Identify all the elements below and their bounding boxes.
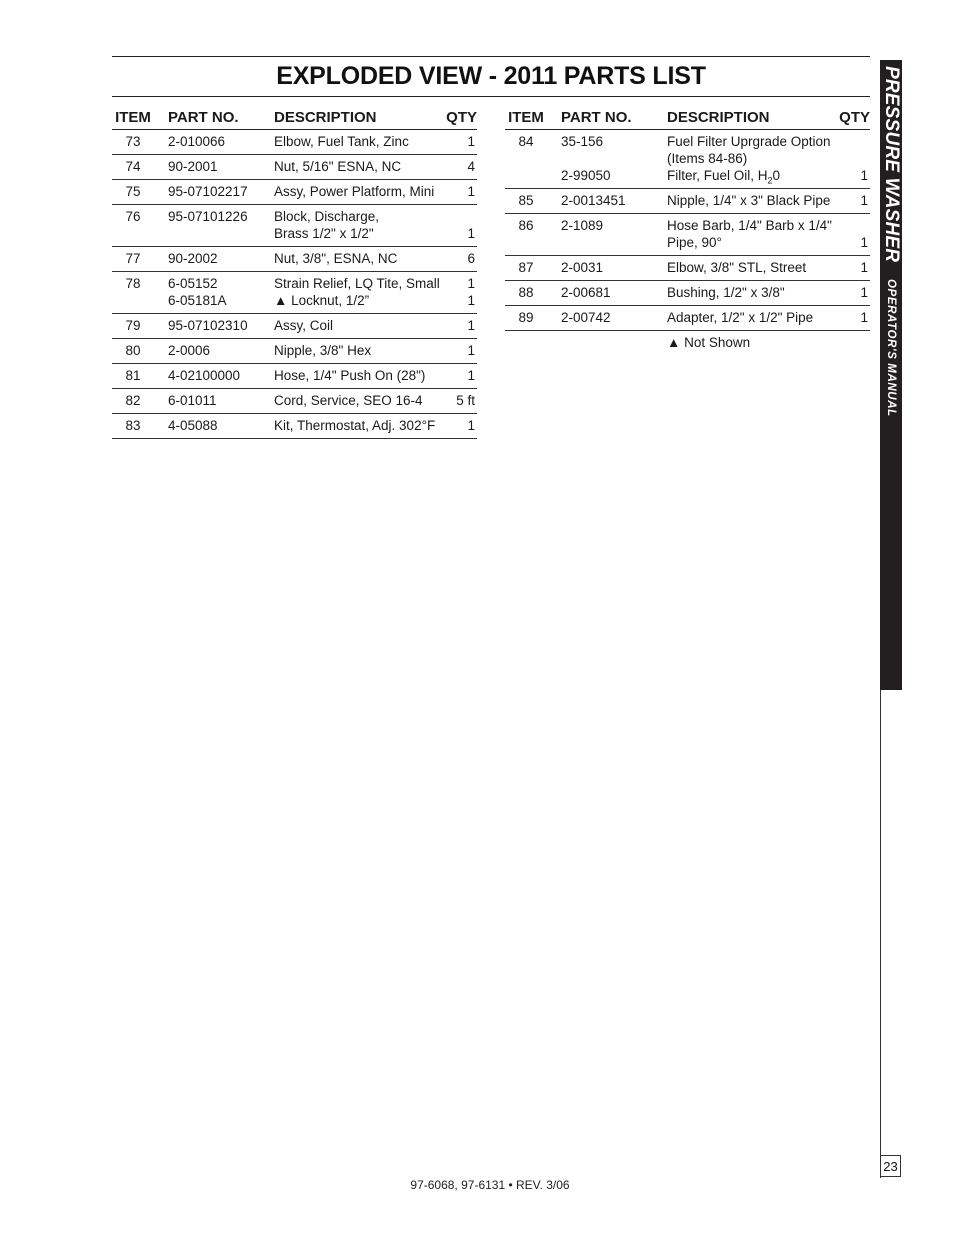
- part-number-line: [561, 234, 653, 251]
- description-text: ▲ Locknut, 1/2”: [274, 293, 370, 308]
- item-number: 82: [112, 389, 154, 414]
- part-number-line: 4-02100000: [168, 368, 241, 383]
- table-row: [505, 281, 870, 306]
- description-text: Kit, Thermostat, Adj. 302°F: [274, 418, 436, 433]
- part-number: [154, 364, 260, 389]
- table-header-row: [112, 108, 477, 130]
- part-number-line: [561, 150, 653, 167]
- part-number: [154, 205, 260, 247]
- item-number: 79: [112, 314, 154, 339]
- description-text: Elbow, 3/8" STL, Street: [667, 260, 807, 275]
- footer-doc-number: 97-6068, 97-6131 • REV. 3/06: [410, 1178, 570, 1192]
- quantity: [438, 339, 477, 364]
- quantity-line: 1: [467, 368, 475, 383]
- quantity-line: 4: [467, 159, 475, 174]
- part-number-line: 90-2002: [168, 251, 218, 266]
- col-header-description: DESCRIPTION: [653, 108, 831, 130]
- item-number: 87: [505, 256, 547, 281]
- quantity: [438, 130, 477, 155]
- description-line: [667, 167, 831, 184]
- table-row: [112, 130, 477, 155]
- part-number-line: 95-07101226: [168, 209, 248, 224]
- description-line: [274, 183, 438, 200]
- description-line: [274, 292, 438, 309]
- description-line: [274, 367, 438, 384]
- part-number: [547, 214, 653, 256]
- part-number: [154, 272, 260, 314]
- quantity: [438, 314, 477, 339]
- table-row: [112, 414, 477, 439]
- quantity: [831, 256, 870, 281]
- side-tab-subtitle: OPERATOR'S MANUAL: [885, 278, 897, 417]
- description-line: [667, 284, 831, 301]
- quantity: [831, 281, 870, 306]
- item-number: 75: [112, 180, 154, 205]
- quantity-line: 1: [467, 293, 475, 308]
- quantity-line: 1: [467, 418, 475, 433]
- item-number: 77: [112, 247, 154, 272]
- part-number-line: 2-99050: [561, 168, 611, 183]
- description-text: Pipe, 90°: [667, 235, 722, 250]
- item-number: 89: [505, 306, 547, 331]
- parts-table-left: [112, 108, 477, 439]
- description-line: [667, 192, 831, 209]
- description-text: Nut, 3/8", ESNA, NC: [274, 251, 398, 266]
- table-row: [112, 272, 477, 314]
- part-number-line: 2-0013451: [561, 193, 626, 208]
- quantity-line: 1: [860, 310, 868, 325]
- description-line: [274, 208, 438, 225]
- part-number-line: 6-01011: [168, 393, 217, 408]
- item-number: 83: [112, 414, 154, 439]
- item-number: 78: [112, 272, 154, 314]
- description-line: [274, 392, 438, 409]
- description-line: [274, 158, 438, 175]
- item-number: 84: [505, 130, 547, 189]
- table-row: [112, 247, 477, 272]
- description-text: Nipple, 1/4" x 3" Black Pipe: [667, 193, 831, 208]
- part-number: [154, 155, 260, 180]
- description-subscript: 2: [767, 175, 773, 186]
- part-number-line: 6-05152: [168, 276, 218, 291]
- item-number: 73: [112, 130, 154, 155]
- description-text: Bushing, 1/2" x 3/8": [667, 285, 785, 300]
- description-tail: 0: [772, 168, 781, 183]
- part-number-line: 2-0031: [561, 260, 604, 275]
- description-text: Cord, Service, SEO 16-4: [274, 393, 423, 408]
- description-line: [274, 133, 438, 150]
- table-row: [505, 306, 870, 331]
- description-line: [667, 259, 831, 276]
- description: [260, 389, 438, 414]
- col-header-part-no: PART NO.: [154, 108, 260, 130]
- description-text: Nut, 5/16" ESNA, NC: [274, 159, 402, 174]
- part-number: [154, 414, 260, 439]
- quantity-line: [831, 217, 868, 234]
- part-number: [154, 339, 260, 364]
- col-header-item: ITEM: [112, 108, 154, 130]
- description: [260, 180, 438, 205]
- table-header-row: [505, 108, 870, 130]
- quantity-line: 1: [467, 318, 475, 333]
- description-line: [667, 234, 831, 251]
- note-spacer: [505, 331, 547, 356]
- item-number: 80: [112, 339, 154, 364]
- note-row: [505, 331, 870, 356]
- quantity: [438, 180, 477, 205]
- table-row: [112, 339, 477, 364]
- quantity: [438, 389, 477, 414]
- description-text: (Items 84-86): [667, 151, 748, 166]
- description: [653, 189, 831, 214]
- description-text: Assy, Power Platform, Mini: [274, 184, 435, 199]
- quantity: [438, 155, 477, 180]
- col-header-item: ITEM: [505, 108, 547, 130]
- description: [260, 205, 438, 247]
- quantity-line: 6: [467, 251, 475, 266]
- top-rule: [112, 56, 870, 57]
- table-row: [112, 205, 477, 247]
- part-number: [547, 189, 653, 214]
- table-row: [505, 256, 870, 281]
- description: [260, 339, 438, 364]
- item-number: 76: [112, 205, 154, 247]
- description: [260, 247, 438, 272]
- description-line: [274, 342, 438, 359]
- description-line: [667, 133, 831, 150]
- part-number: [547, 256, 653, 281]
- description: [653, 130, 831, 189]
- quantity-line: 1: [860, 235, 868, 250]
- quantity-line: 1: [860, 260, 868, 275]
- part-number-line: 2-010066: [168, 134, 226, 149]
- page-number: 23: [880, 1155, 901, 1177]
- quantity: [831, 214, 870, 256]
- description-text: Strain Relief, LQ Tite, Small: [274, 276, 440, 291]
- quantity-line: 1: [860, 168, 868, 183]
- part-number-line: 95-07102310: [168, 318, 248, 333]
- part-number-line: 2-00742: [561, 310, 611, 325]
- part-number-line: 95-07102217: [168, 184, 248, 199]
- quantity-line: [438, 208, 475, 225]
- table-row: [505, 189, 870, 214]
- description-text: Block, Discharge,: [274, 209, 380, 224]
- description-line: [667, 150, 831, 167]
- col-header-part-no: PART NO.: [547, 108, 653, 130]
- quantity: [438, 272, 477, 314]
- description: [260, 272, 438, 314]
- parts-table-right-body: [505, 130, 870, 356]
- part-number-line: 35-156: [561, 134, 604, 149]
- parts-table-right: [505, 108, 870, 355]
- description-text: Adapter, 1/2" x 1/2" Pipe: [667, 310, 814, 325]
- quantity-line: 5 ft: [456, 393, 475, 408]
- part-number-line: 2-0006: [168, 343, 211, 358]
- description: [260, 364, 438, 389]
- description-text: Filter, Fuel Oil, H: [667, 168, 768, 183]
- side-tab-title: PRESSURE WASHER: [881, 66, 902, 263]
- quantity-line: 1: [467, 134, 475, 149]
- part-number: [547, 306, 653, 331]
- description-line: [274, 225, 438, 242]
- part-number: [154, 389, 260, 414]
- description: [260, 130, 438, 155]
- col-header-qty: QTY: [438, 108, 477, 130]
- description-text: Assy, Coil: [274, 318, 334, 333]
- quantity-line: [831, 150, 868, 167]
- col-header-qty: QTY: [831, 108, 870, 130]
- part-number-line: [168, 225, 260, 242]
- part-number: [547, 130, 653, 189]
- description-text: Nipple, 3/8" Hex: [274, 343, 372, 358]
- description-text: Hose Barb, 1/4" Barb x 1/4": [667, 218, 832, 233]
- quantity-line: 1: [860, 285, 868, 300]
- quantity: [831, 189, 870, 214]
- part-number: [154, 314, 260, 339]
- part-number: [154, 247, 260, 272]
- part-number-line: 6-05181A: [168, 293, 227, 308]
- description-text: Brass 1/2" x 1/2": [274, 226, 374, 241]
- quantity: [831, 130, 870, 189]
- table-row: [112, 180, 477, 205]
- item-number: 81: [112, 364, 154, 389]
- description: [260, 414, 438, 439]
- parts-table-left-body: [112, 130, 477, 439]
- item-number: 85: [505, 189, 547, 214]
- quantity-line: 1: [467, 276, 475, 291]
- part-number-line: 4-05088: [168, 418, 218, 433]
- table-row: [112, 364, 477, 389]
- table-row: [112, 389, 477, 414]
- part-number-line: 2-1089: [561, 218, 604, 233]
- description: [653, 306, 831, 331]
- page-title: EXPLODED VIEW - 2011 PARTS LIST: [276, 62, 706, 90]
- description: [260, 155, 438, 180]
- quantity: [438, 414, 477, 439]
- part-number: [547, 281, 653, 306]
- part-number: [154, 130, 260, 155]
- part-number: [154, 180, 260, 205]
- title-rule: [112, 96, 870, 97]
- table-row: [505, 214, 870, 256]
- description-text: Elbow, Fuel Tank, Zinc: [274, 134, 409, 149]
- table-row: [112, 155, 477, 180]
- quantity: [438, 247, 477, 272]
- side-tab-text: [880, 60, 902, 690]
- quantity-line: [831, 133, 868, 150]
- description: [260, 314, 438, 339]
- table-row: [112, 314, 477, 339]
- item-number: 86: [505, 214, 547, 256]
- description-line: [667, 309, 831, 326]
- description: [653, 281, 831, 306]
- description-line: [274, 275, 438, 292]
- quantity-line: 1: [467, 343, 475, 358]
- part-number-line: 2-00681: [561, 285, 611, 300]
- quantity-line: 1: [467, 184, 475, 199]
- note-spacer: [547, 331, 653, 356]
- not-shown-note: ▲ Not Shown: [667, 335, 751, 350]
- description-line: [274, 417, 438, 434]
- side-margin-line: [880, 690, 881, 1178]
- quantity-line: 1: [467, 226, 475, 241]
- description-line: [274, 317, 438, 334]
- quantity: [438, 205, 477, 247]
- description-line: [667, 217, 831, 234]
- quantity-line: 1: [860, 193, 868, 208]
- col-header-description: DESCRIPTION: [260, 108, 438, 130]
- quantity: [831, 306, 870, 331]
- description-text: Hose, 1/4" Push On (28"): [274, 368, 426, 383]
- description: [653, 256, 831, 281]
- item-number: 74: [112, 155, 154, 180]
- item-number: 88: [505, 281, 547, 306]
- quantity: [438, 364, 477, 389]
- description: [653, 214, 831, 256]
- part-number-line: 90-2001: [168, 159, 218, 174]
- description-line: [274, 250, 438, 267]
- table-row: [505, 130, 870, 189]
- description-text: Fuel Filter Uprgrade Option: [667, 134, 831, 149]
